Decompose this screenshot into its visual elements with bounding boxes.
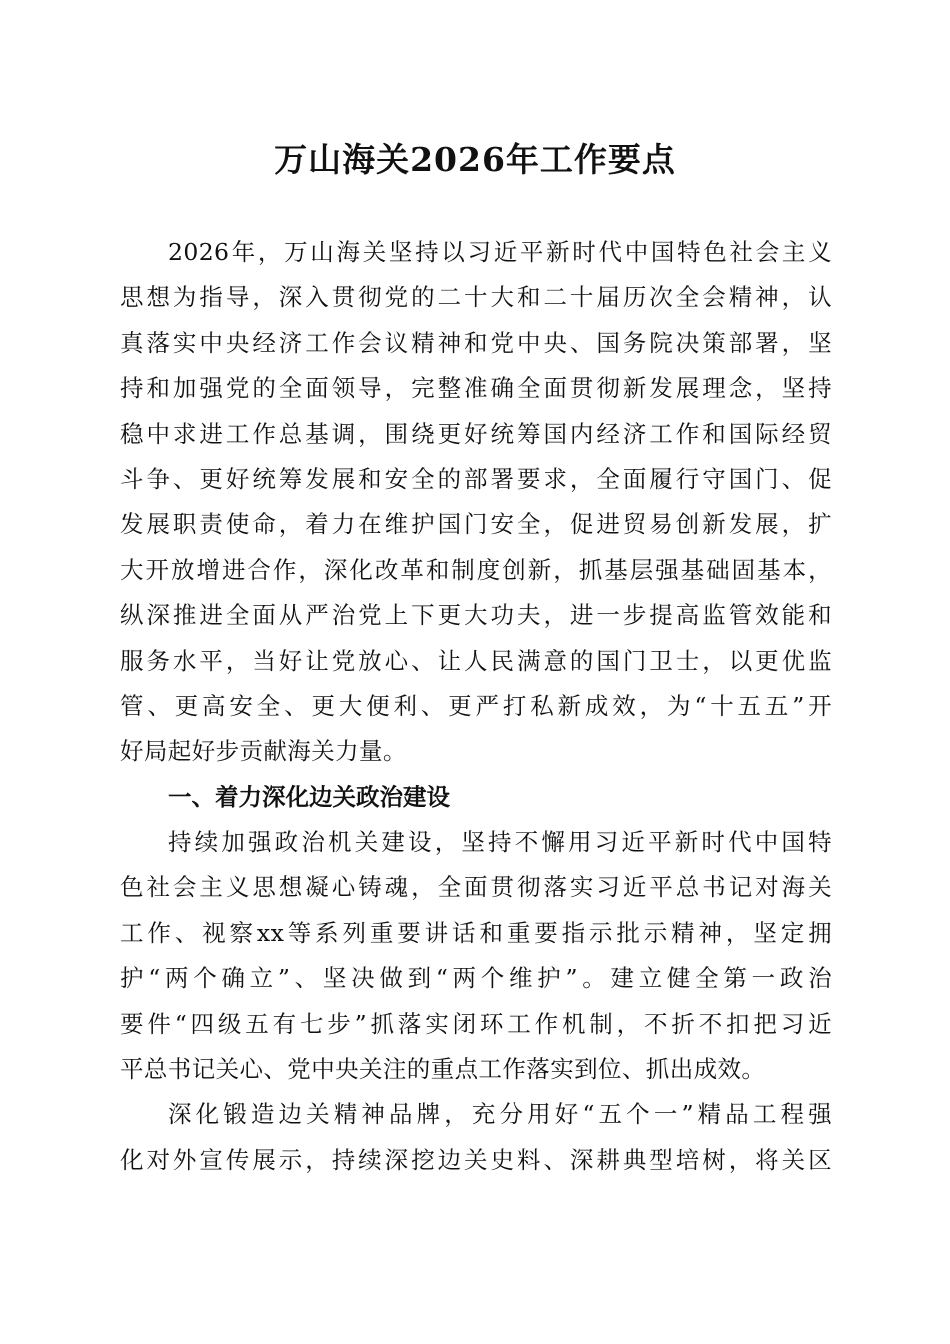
paragraph-line: 2026年，万山海关坚持以习近平新时代中国特色社会主义 [168, 238, 832, 266]
paragraph-line: 稳中求进工作总基调，围绕更好统筹国内经济工作和国际经贸 [120, 419, 832, 448]
document-body [120, 230, 832, 1183]
paragraph-line: 大开放增进合作，深化改革和制度创新，抓基层强基础固基本， [120, 555, 832, 584]
intro-paragraph [120, 230, 832, 775]
paragraph-line: 服务水平，当好让党放心、让人民满意的国门卫士，以更优监 [120, 646, 832, 675]
paragraph-line: 思想为指导，深入贯彻党的二十大和二十届历次全会精神，认 [120, 283, 832, 312]
paragraph-line: 要件“四级五有七步”抓落实闭环工作机制，不折不扣把习近 [120, 1009, 832, 1038]
paragraph-line: 好局起好步贡献海关力量。 [120, 737, 407, 766]
paragraph-line: 持和加强党的全面领导，完整准确全面贯彻新发展理念，坚持 [120, 374, 832, 403]
section1-paragraph-1 [120, 820, 832, 1092]
paragraph-line: 斗争、更好统筹发展和安全的部署要求，全面履行守国门、促 [120, 464, 832, 493]
paragraph-line: 发展职责使命，着力在维护国门安全，促进贸易创新发展，扩 [120, 510, 832, 539]
section-heading: 一、着力深化边关政治建设 [168, 782, 450, 811]
paragraph-line: 深化锻造边关精神品牌，充分用好“五个一”精品工程强 [168, 1100, 832, 1129]
paragraph-line: 护“两个确立”、坚决做到“两个维护”。建立健全第一政治 [120, 964, 832, 993]
paragraph-line: 化对外宣传展示，持续深挖边关史料、深耕典型培树，将关区 [120, 1145, 832, 1174]
paragraph-line: 平总书记关心、党中央关注的重点工作落实到位、抓出成效。 [120, 1055, 766, 1084]
paragraph-line: 纵深推进全面从严治党上下更大功夫，进一步提高监管效能和 [120, 601, 832, 630]
paragraph-line: 色社会主义思想凝心铸魂，全面贯彻落实习近平总书记对海关 [120, 873, 832, 902]
page-title: 万山海关2026年工作要点 [274, 140, 676, 179]
paragraph-line: 管、更高安全、更大便利、更严打私新成效，为“十五五”开 [120, 691, 832, 720]
paragraph-line: 真落实中央经济工作会议精神和党中央、国务院决策部署，坚 [120, 328, 832, 357]
paragraph-line: 工作、视察xx等系列重要讲话和重要指示批示精神，坚定拥 [120, 918, 832, 947]
paragraph-line: 持续加强政治机关建设，坚持不懈用习近平新时代中国特 [168, 828, 832, 857]
section1-paragraph-2 [120, 1092, 832, 1183]
